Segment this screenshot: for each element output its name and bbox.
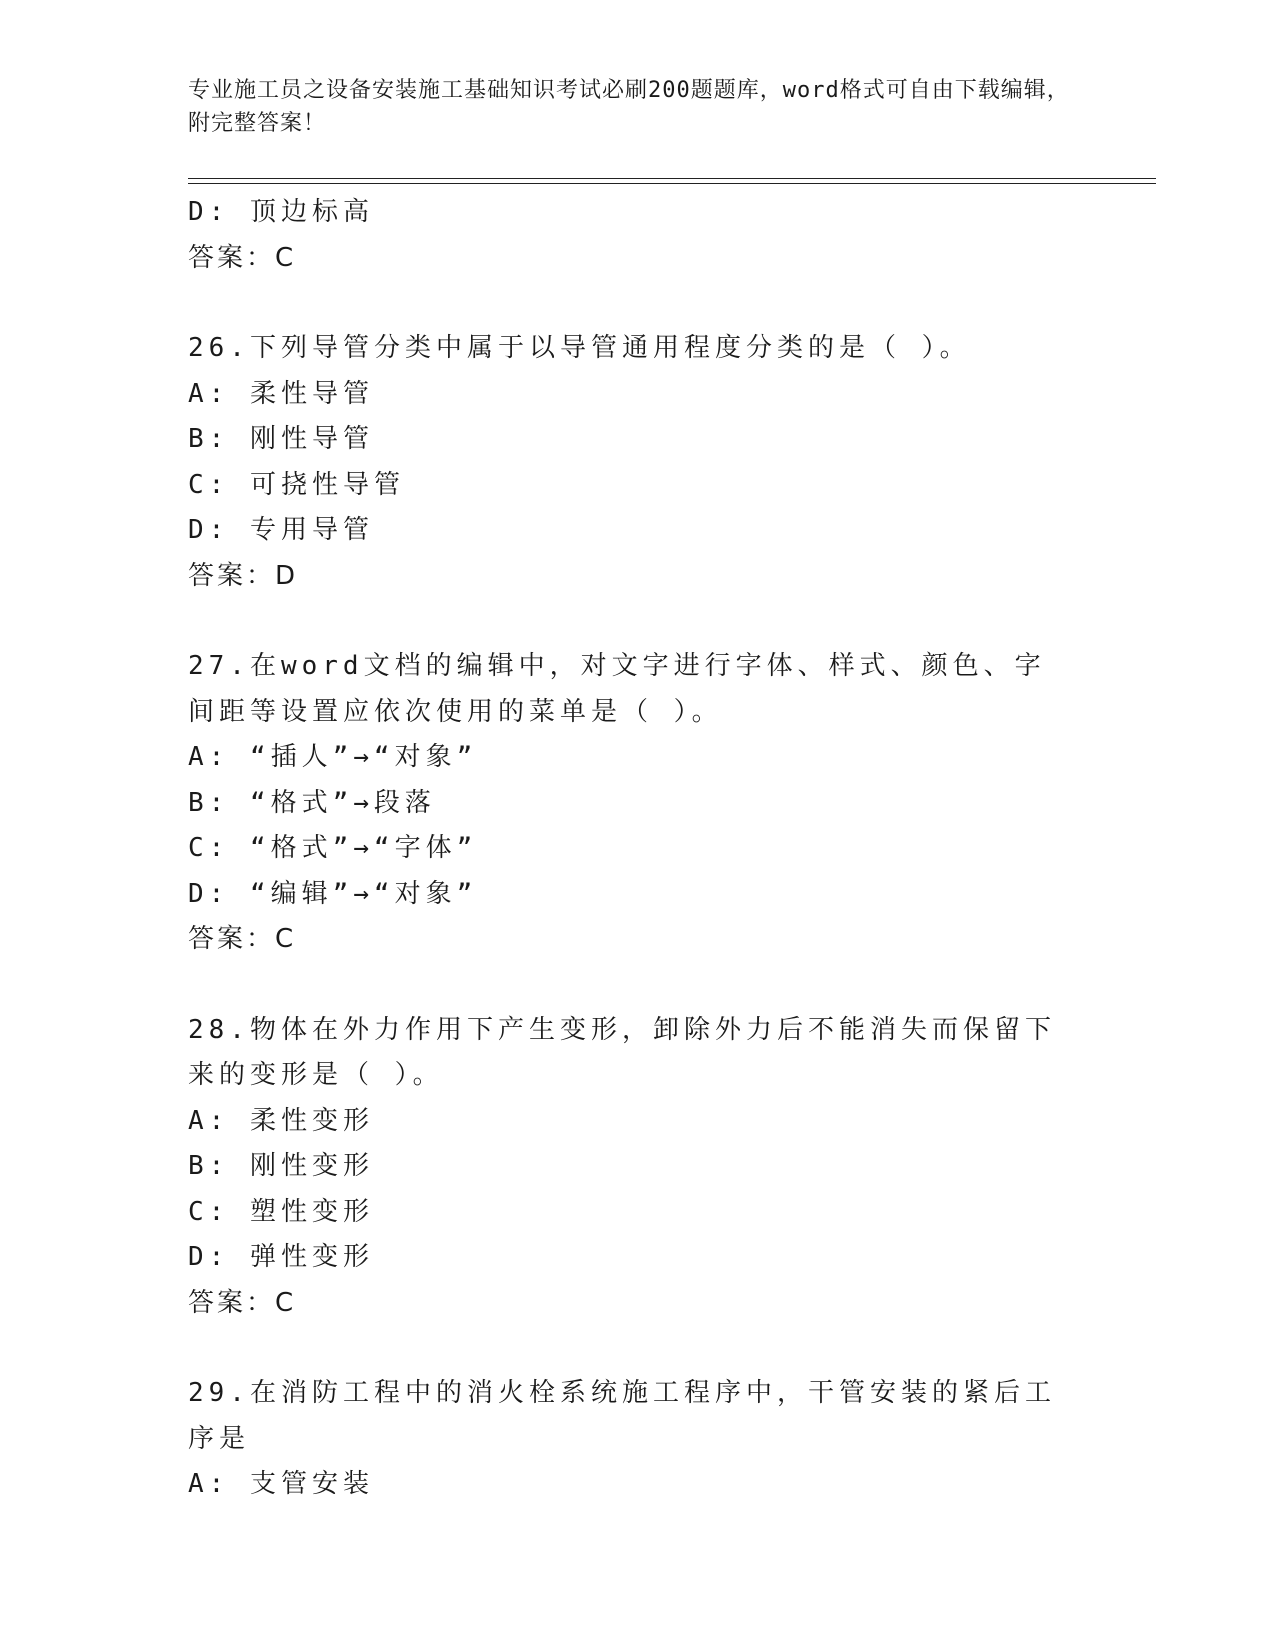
answer-line: 答案：D bbox=[188, 560, 299, 591]
option-c: C: “格式”→“字体” bbox=[188, 833, 478, 863]
spacer bbox=[188, 599, 1088, 644]
option-b: B: 刚性变形 bbox=[188, 1151, 374, 1181]
option-b: B: 刚性导管 bbox=[188, 424, 374, 454]
option-a: A: “插人”→“对象” bbox=[188, 742, 478, 772]
question-block-27 bbox=[188, 644, 1088, 963]
answer-line: 答案：C bbox=[188, 1287, 297, 1318]
option-c: C: 可挠性导管 bbox=[188, 469, 405, 500]
document-header-title: 专业施工员之设备安装施工基础知识考试必刷200题题库，word格式可自由下载编辑，附完整答案！ bbox=[188, 78, 1070, 136]
option-c: C: 塑性变形 bbox=[188, 1196, 374, 1227]
option-d: D: 顶边标高 bbox=[188, 197, 374, 227]
option-a: A: 支管安装 bbox=[188, 1469, 374, 1499]
question-block-28 bbox=[188, 1008, 1088, 1327]
question-block-29 bbox=[188, 1371, 1088, 1508]
answer-line: 答案：C bbox=[188, 242, 297, 273]
option-a: A: 柔性变形 bbox=[188, 1105, 374, 1136]
answer-line: 答案：C bbox=[188, 924, 297, 954]
option-d: D: “编辑”→“对象” bbox=[188, 878, 478, 909]
header-divider-top bbox=[188, 178, 1156, 179]
question-text: 29.在消防工程中的消火栓系统施工程序中，干管安装的紧后工序是 bbox=[188, 1378, 1056, 1454]
option-b: B: “格式”→段落 bbox=[188, 787, 436, 818]
spacer bbox=[188, 963, 1088, 1008]
header-divider-bottom bbox=[188, 183, 1156, 184]
spacer bbox=[188, 1326, 1088, 1371]
question-block-26 bbox=[188, 326, 1088, 599]
question-text: 27.在word文档的编辑中，对文字进行字体、样式、颜色、字间距等设置应依次使用的菜单是（ ）。 bbox=[188, 651, 1046, 727]
spacer bbox=[188, 281, 1088, 326]
option-a: A: 柔性导管 bbox=[188, 378, 374, 409]
question-content bbox=[188, 190, 1088, 1508]
option-d: D: 弹性变形 bbox=[188, 1242, 374, 1272]
option-d: D: 专用导管 bbox=[188, 515, 374, 545]
question-text: 28.物体在外力作用下产生变形，卸除外力后不能消失而保留下来的变形是（ ）。 bbox=[188, 1014, 1056, 1090]
question-text: 26.下列导管分类中属于以导管通用程度分类的是（ ）。 bbox=[188, 333, 971, 363]
